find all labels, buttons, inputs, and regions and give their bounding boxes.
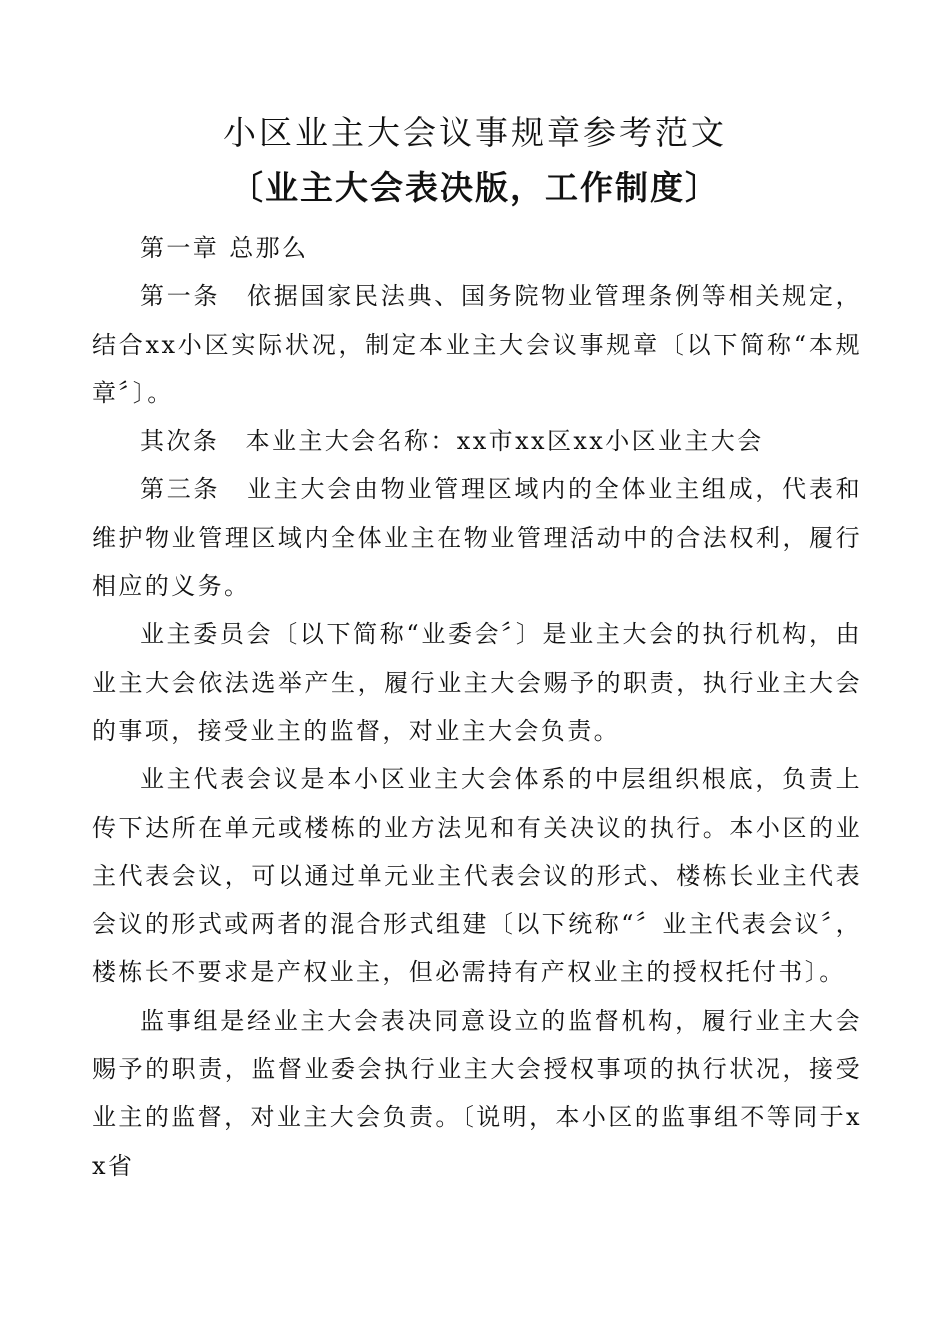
document-title: 小区业主大会议事规章参考范文 <box>223 113 727 152</box>
article-1: 第一条 依据国家民法典、国务院物业管理条例等相关规定，结合xx小区实际状况，制定本业主大会议事规章〔以下简称“本规章〞〕。 <box>92 282 862 407</box>
chapter-heading: 第一章 总那么 <box>140 234 309 262</box>
article-3: 第三条 业主大会由物业管理区域内的全体业主组成，代表和维护物业管理区域内全体业主在物业管理活动中的合法权利，履行相应的义务。 <box>92 475 862 601</box>
owners-representative-paragraph: 业主代表会议是本小区业主大会体系的中层组织根底，负责上传下达所在单元或楼栋的业方法见和有关决议的执行。本小区的业主代表会议，可以通过单元业主代表会议的形式、楼栋长业主代表会议的形式或两者的混合形式组建〔以下统称“〞业主代表会议〞，楼栋长不要求是产权业主，但必需持有产权业主的授权托付书〕。 <box>92 765 862 987</box>
owners-committee-paragraph: 业主委员会〔以下简称“业委会〞〕是业主大会的执行机构，由业主大会依法选举产生，履行业主大会赐予的职责，执行业主大会的事项，接受业主的监督，对业主大会负责。 <box>92 620 862 745</box>
document-body <box>92 224 862 1190</box>
article-2: 其次条 本业主大会名称：xx市xx区xx小区业主大会 <box>140 427 764 456</box>
supervisory-group-paragraph: 监事组是经业主大会表决同意设立的监督机构，履行业主大会赐予的职责，监督业委会执行业主大会授权事项的执行状况，接受业主的监督，对业主大会负责。〔说明，本小区的监事组不等同于xx省 <box>92 1006 862 1180</box>
document-subtitle: 〔业主大会表决版，工作制度〕 <box>230 168 720 207</box>
